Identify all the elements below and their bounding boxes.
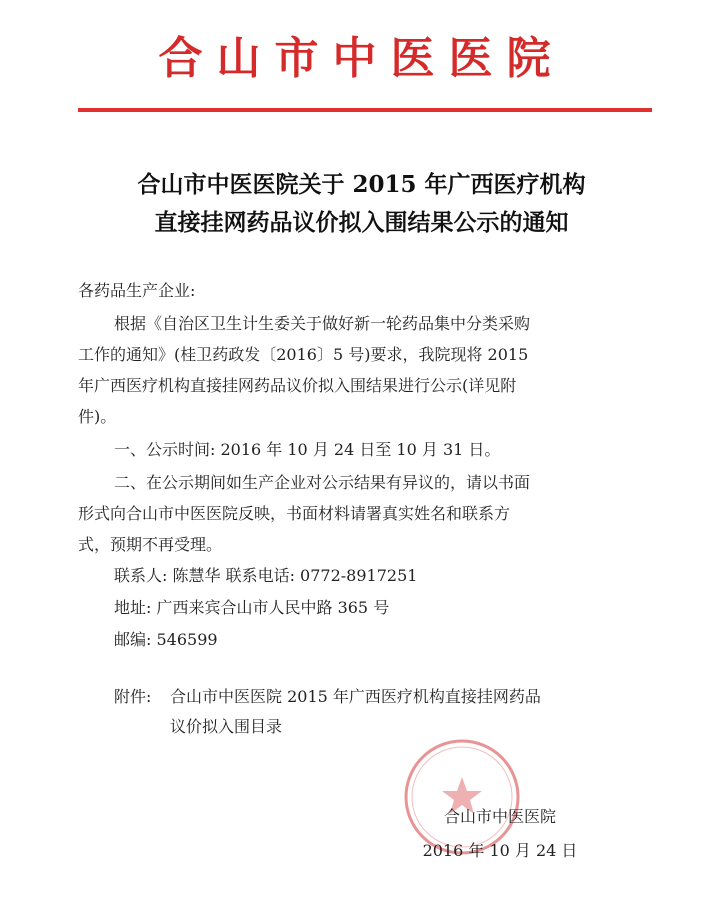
appendix-content xyxy=(170,682,634,742)
intro-line-2: 工作的通知》(桂卫药政发〔2016〕5 号)要求，我院现将 2015 xyxy=(78,345,529,364)
appendix-label: 附件: xyxy=(114,687,152,706)
signature-organization: 合山市中医医院 xyxy=(443,807,556,826)
intro-paragraph xyxy=(78,308,634,432)
signature-block xyxy=(380,800,620,868)
item-2-line-3: 式，预期不再受理。 xyxy=(78,535,223,554)
intro-line-4: 件)。 xyxy=(78,407,117,426)
letterhead-title: 合山市中医医院 xyxy=(158,33,565,84)
notice-title xyxy=(0,166,723,242)
contact-block xyxy=(114,560,634,656)
notice-title-line-2: 直接挂网药品议价拟入围结果公示的通知 xyxy=(154,209,569,236)
notice-body xyxy=(78,276,634,742)
item-1-line: 一、公示时间: 2016 年 10 月 24 日至 10 月 31 日。 xyxy=(114,440,501,459)
item-2-line-2: 形式向合山市中医医院反映，书面材料请署真实姓名和联系方 xyxy=(78,504,511,523)
contact-address: 地址: 广西来宾合山市人民中路 365 号 xyxy=(114,598,390,617)
intro-line-3: 年广西医疗机构直接挂网药品议价拟入围结果进行公示(详见附 xyxy=(78,376,517,395)
letterhead-red-rule xyxy=(78,108,652,112)
item-1-paragraph xyxy=(78,434,634,465)
item-2-line-1: 二、在公示期间如生产企业对公示结果有异议的，请以书面 xyxy=(114,473,531,492)
item-2-paragraph xyxy=(78,467,634,560)
salutation: 各药品生产企业: xyxy=(78,281,196,300)
contact-postcode: 邮编: 546599 xyxy=(114,630,218,649)
contact-person-phone: 联系人: 陈慧华 联系电话: 0772-8917251 xyxy=(114,566,418,585)
notice-title-line-1: 合山市中医医院关于 2015 年广西医疗机构 xyxy=(137,171,586,198)
appendix-line-1: 合山市中医医院 2015 年广西医疗机构直接挂网药品 xyxy=(170,687,541,706)
intro-line-1: 根据《自治区卫生计生委关于做好新一轮药品集中分类采购 xyxy=(114,314,531,333)
appendix-block xyxy=(114,682,634,742)
appendix-line-2: 议价拟入围目录 xyxy=(170,717,283,736)
signature-date: 2016 年 10 月 24 日 xyxy=(422,841,578,860)
